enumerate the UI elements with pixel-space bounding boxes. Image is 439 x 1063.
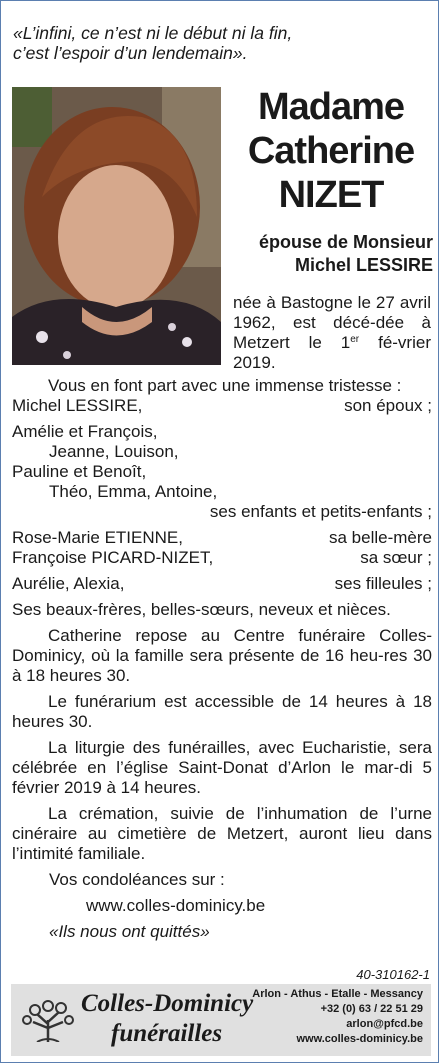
children-role: ses enfants et petits-enfants ;	[209, 502, 432, 521]
reference-number: 40-310162-1	[356, 967, 430, 982]
name-first: Catherine	[247, 130, 415, 172]
name-last: NIZET	[278, 174, 384, 216]
closing-line: «Ils nous ont quittés»	[49, 922, 210, 941]
family-row-mother-in-law: Rose-Marie ETIENNE, sa belle-mère	[12, 528, 432, 547]
website-link[interactable]: www.colles-dominicy.be	[296, 1033, 423, 1045]
spouse-info	[227, 231, 433, 277]
family-row-husband: Michel LESSIRE, son époux ;	[12, 396, 432, 415]
notice-body	[12, 376, 432, 942]
deceased-name	[227, 85, 435, 217]
condolences-link[interactable]: www.colles-dominicy.be	[86, 896, 266, 915]
spouse-line-1: épouse de Monsieur	[258, 232, 433, 252]
children-line: Amélie et François,	[12, 422, 158, 441]
name-title: Madame	[257, 86, 405, 128]
children-line: Théo, Emma, Antoine,	[49, 482, 218, 501]
family-row-goddaughters: Aurélie, Alexia, ses filleules ;	[12, 574, 432, 593]
email[interactable]: arlon@pfcd.be	[346, 1018, 423, 1030]
spouse-line-2: Michel LESSIRE	[294, 255, 433, 275]
paragraph-viewing: Catherine repose au Centre funéraire Colles-Dominicy, où la famille sera présente de 16 heu-res 30 à 18 heures 30.	[12, 626, 432, 685]
phone[interactable]: +32 (0) 63 / 22 51 29	[320, 1003, 423, 1015]
announcement: Vous en font part avec une immense tristesse :	[48, 376, 402, 395]
quote-line-2: c’est l’espoir d’un lendemain».	[13, 43, 248, 63]
birth-sup: er	[350, 334, 360, 345]
family-row-sister: Françoise PICARD-NIZET, sa sœur ;	[12, 548, 432, 567]
funeral-home-footer	[11, 984, 431, 1056]
paragraph-cremation: La crémation, suivie de l’inhumation de l’urne cinéraire au cimetière de Metzert, auront lieu dans l’intimité familiale.	[12, 804, 432, 863]
contact-info	[252, 987, 423, 1047]
children-line: Pauline et Benoît,	[12, 462, 147, 481]
other-relatives: Ses beaux-frères, belles-sœurs, neveux et nièces.	[12, 600, 391, 619]
birth-death-info	[233, 293, 431, 373]
portrait-photo	[12, 87, 221, 365]
brand-subtitle: funérailles	[111, 1020, 223, 1047]
locations: Arlon - Athus - Etalle - Messancy	[252, 988, 423, 1000]
paragraph-liturgy: La liturgie des funérailles, avec Eucharistie, sera célébrée en l’église Saint-Donat d’Arlon le mar-di 5 février 2019 à 14 heures.	[12, 738, 432, 797]
children-line: Jeanne, Louison,	[49, 442, 179, 461]
paragraph-hours: Le funérarium est accessible de 14 heures à 18 heures 30.	[12, 692, 432, 731]
quote-line-1: «L’infini, ce n’est ni le début ni la fin,	[13, 23, 293, 43]
epigraph-quote	[13, 23, 433, 63]
condolences-label: Vos condoléances sur :	[49, 870, 225, 889]
birth-text-end: fé-vrier 2019.	[233, 333, 431, 372]
tree-icon	[19, 998, 77, 1047]
birth-text: née à Bastogne le 27 avril 1962, est décé-dée à Metzert le 1	[233, 293, 431, 352]
brand-name: Colles-Dominicy	[81, 990, 254, 1017]
